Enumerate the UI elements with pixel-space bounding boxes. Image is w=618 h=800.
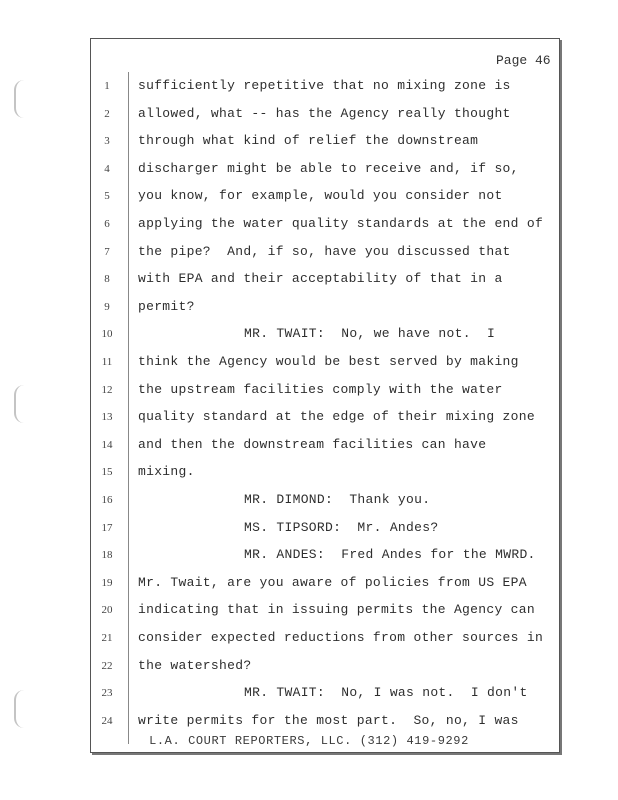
- line-text: permit?: [138, 298, 195, 314]
- transcript-line: [0, 159, 618, 179]
- line-text: indicating that in issuing permits the Agency can: [138, 602, 535, 618]
- line-text: think the Agency would be best served by making: [138, 354, 519, 369]
- line-number: 22: [101, 659, 113, 672]
- transcript-line: [0, 545, 618, 565]
- line-number: 18: [101, 549, 113, 562]
- line-text: MS. TIPSORD: Mr. Andes?: [244, 519, 439, 535]
- transcript-line: [0, 186, 618, 206]
- line-text: allowed, what -- has the Agency really thought: [138, 105, 511, 121]
- transcript-line: [0, 380, 618, 400]
- transcript-line: [0, 600, 618, 620]
- transcript-line: [0, 76, 618, 96]
- line-text: MR. DIMOND: Thank you.: [244, 492, 431, 507]
- line-text: MR. TWAIT: No, I was not. I don't: [244, 685, 528, 701]
- line-text: applying the water quality standards at the end of: [138, 216, 544, 231]
- line-number: 2: [104, 107, 110, 120]
- line-number: 19: [101, 576, 113, 589]
- transcript-line: [0, 628, 618, 648]
- line-number: 17: [101, 521, 113, 534]
- line-text: quality standard at the edge of their mixing zone: [138, 409, 535, 425]
- line-text: sufficiently repetitive that no mixing zone is: [138, 78, 511, 93]
- line-number: 11: [101, 356, 113, 368]
- line-text: the upstream facilities comply with the water: [138, 381, 503, 397]
- line-number: 6: [104, 218, 110, 230]
- transcript-line: [0, 711, 618, 731]
- line-text: MR. ANDES: Fred Andes for the MWRD.: [244, 547, 536, 563]
- transcript-line: [0, 104, 618, 124]
- line-text: discharger might be able to receive and, if so,: [138, 160, 519, 176]
- line-number: 20: [101, 604, 113, 617]
- line-number: 24: [101, 714, 113, 727]
- reporter-footer: L.A. COURT REPORTERS, LLC. (312) 419-9292: [149, 734, 469, 748]
- line-number: 9: [104, 300, 110, 313]
- transcript-line: [0, 352, 618, 372]
- line-number: 3: [104, 135, 110, 148]
- transcript-line: [0, 297, 618, 317]
- line-number: 16: [101, 494, 113, 506]
- line-number: 1: [104, 80, 110, 92]
- transcript-line: [0, 573, 618, 593]
- line-text: and then the downstream facilities can have: [138, 436, 487, 452]
- transcript-line: [0, 518, 618, 538]
- line-text: with EPA and their acceptability of that in a: [138, 271, 503, 287]
- transcript-line: [0, 683, 618, 703]
- line-number: 5: [104, 190, 110, 203]
- transcript-line: [0, 435, 618, 455]
- transcript-line: [0, 214, 618, 234]
- line-text: the watershed?: [138, 657, 252, 673]
- page-number: Page 46: [496, 53, 551, 68]
- line-number: 13: [101, 411, 113, 424]
- line-text: mixing.: [138, 464, 195, 480]
- line-text: you know, for example, would you consider not: [138, 188, 503, 204]
- line-text: MR. TWAIT: No, we have not. I: [244, 326, 496, 342]
- line-number: 12: [101, 383, 113, 396]
- line-number: 10: [101, 328, 113, 341]
- line-text: through what kind of relief the downstream: [138, 133, 479, 149]
- transcript-line: [0, 490, 618, 510]
- line-number: 14: [101, 438, 113, 451]
- line-text: consider expected reductions from other sources in: [138, 630, 544, 645]
- transcript-line: [0, 131, 618, 151]
- transcript-line: [0, 407, 618, 427]
- transcript-line: [0, 324, 618, 344]
- line-number: 8: [104, 273, 110, 286]
- line-number: 23: [101, 687, 113, 700]
- line-number: 21: [101, 632, 113, 644]
- line-text: the pipe? And, if so, have you discussed that: [138, 243, 511, 259]
- transcript-line: [0, 656, 618, 676]
- line-number: 15: [101, 466, 113, 479]
- transcript-line: [0, 242, 618, 262]
- transcript-line: [0, 462, 618, 482]
- line-text: Mr. Twait, are you aware of policies from US EPA: [138, 574, 527, 590]
- line-text: write permits for the most part. So, no, I was: [138, 712, 519, 728]
- line-number: 7: [104, 245, 110, 258]
- line-number: 4: [104, 162, 110, 175]
- transcript-line: [0, 269, 618, 289]
